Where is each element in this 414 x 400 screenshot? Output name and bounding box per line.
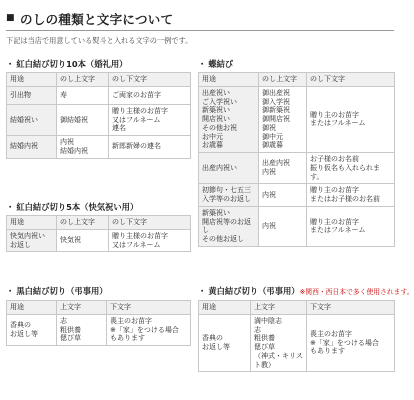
table-cell: 香典の お返し等 — [199, 314, 251, 372]
table-cell: 贈り主様のお苗字 又はフルネーム 連名 — [109, 104, 191, 135]
table-cell: 香典の お返し等 — [7, 314, 57, 345]
table-cell: 満中陰志 志 粗供養 偲び草 （神式・キリスト教） — [251, 314, 307, 372]
table-kohaku-10 — [6, 72, 191, 159]
table-cell: 贈り主のお苗字 またはフルネーム — [307, 86, 395, 152]
table-cell: 初節句・七五三 入学等のお返し — [199, 184, 259, 207]
table-cell: 内祝 — [259, 184, 307, 207]
page-title: のしの種類と文字について — [20, 12, 174, 27]
table-header-row — [199, 73, 395, 87]
table-row — [199, 153, 395, 184]
section-title-kohaku-5: ・ 紅白結び切り5本（快気祝い用） — [6, 202, 139, 212]
region-note: ※関西・西日本で多く使用されます。 — [299, 288, 414, 296]
header-cell: のし上文字 — [57, 73, 109, 87]
header-cell: 用途 — [199, 301, 251, 315]
table-cell: 出産祝い ご入学祝い 新築祝い 開店祝い その他お祝 お中元 お歳暮 — [199, 86, 259, 152]
table-row — [199, 206, 395, 246]
section-title-kohaku-10: ・ 紅白結び切り10本（婚礼用） — [6, 59, 128, 69]
table-cell: 出産内祝 内祝 — [259, 153, 307, 184]
table-cell: 結婚内祝 — [7, 136, 57, 159]
table-cell: 新郎新婦の連名 — [109, 136, 191, 159]
header-cell: のし下文字 — [109, 73, 191, 87]
table-cell: お子様のお名前 振り仮名も入れられます。 — [307, 153, 395, 184]
header-cell: のし下文字 — [109, 216, 191, 230]
header-cell: 下文字 — [307, 301, 395, 315]
table-row — [199, 314, 395, 372]
bullet-icon: ・ — [198, 59, 207, 69]
table-cell: 贈り主様のお苗字 又はフルネーム — [109, 229, 191, 252]
bullet-icon: ・ — [6, 202, 15, 212]
bullet-icon: ・ — [198, 286, 207, 296]
table-row — [199, 86, 395, 152]
bullet-icon: ・ — [6, 59, 15, 69]
table-row — [7, 104, 191, 135]
header-cell: 用途 — [7, 301, 57, 315]
header-cell: 用途 — [7, 73, 57, 87]
table-cell: 贈り主のお苗字 またはフルネーム — [307, 206, 395, 246]
section-title-kiihaku: ・ 黄白結び切り（弔事用）※関西・西日本で多く使用されます。 — [198, 286, 414, 296]
header-cell: 用途 — [7, 216, 57, 230]
bullet-icon: ・ — [6, 286, 15, 296]
table-cell: 新築祝い 開店祝等のお返し その他お返し — [199, 206, 259, 246]
header-cell: 用途 — [199, 73, 259, 87]
table-cell: 快気内祝い お返し — [7, 229, 57, 252]
table-cell: 結婚祝い — [7, 104, 57, 135]
table-cell: 引出物 — [7, 86, 57, 104]
table-cell: 贈り主のお苗字 またはお子様のお名前 — [307, 184, 395, 207]
header-cell: のし上文字 — [259, 73, 307, 87]
section-title-kokuhaku: ・ 黒白結び切り（弔事用） — [6, 286, 108, 296]
table-kohaku-5 — [6, 215, 191, 252]
table-row — [7, 136, 191, 159]
page-title-bar — [6, 8, 394, 31]
table-header-row — [7, 216, 191, 230]
table-cell: 内祝 — [259, 206, 307, 246]
header-cell: のし下文字 — [307, 73, 395, 87]
table-cell: 出産内祝い — [199, 153, 259, 184]
header-cell: 上文字 — [57, 301, 107, 315]
table-header-row — [7, 73, 191, 87]
table-header-row — [199, 301, 395, 315]
table-cell: 快気祝 — [57, 229, 109, 252]
table-cell: 志 粗供養 偲び草 — [57, 314, 107, 345]
intro-text: 下記は当店で用意している熨斗と入れる文字の一例です。 — [6, 36, 193, 45]
table-row — [7, 86, 191, 104]
header-cell: のし上文字 — [57, 216, 109, 230]
title-marker-icon: ■ — [6, 13, 15, 23]
table-cell: 喪主のお苗字 ※「家」をつける場合 もあります — [307, 314, 395, 372]
table-cell: 内祝 結婚内祝 — [57, 136, 109, 159]
table-chomusubi — [198, 72, 395, 247]
table-row — [199, 184, 395, 207]
header-cell: 上文字 — [251, 301, 307, 315]
table-cell: 喪主のお苗字 ※「家」をつける場合 もあります — [107, 314, 191, 345]
section-title-chomusubi: ・ 蝶結び — [198, 59, 234, 69]
table-kokuhaku — [6, 300, 191, 346]
header-cell: 下文字 — [107, 301, 191, 315]
table-header-row — [7, 301, 191, 315]
table-cell: 御結婚祝 — [57, 104, 109, 135]
table-cell: ご両家のお苗字 — [109, 86, 191, 104]
table-row — [7, 314, 191, 345]
table-cell: 寿 — [57, 86, 109, 104]
table-kiihaku — [198, 300, 395, 372]
table-cell: 御出産祝 御入学祝 御新築祝 御開店祝 御祝 御中元 御歳暮 — [259, 86, 307, 152]
table-row — [7, 229, 191, 252]
